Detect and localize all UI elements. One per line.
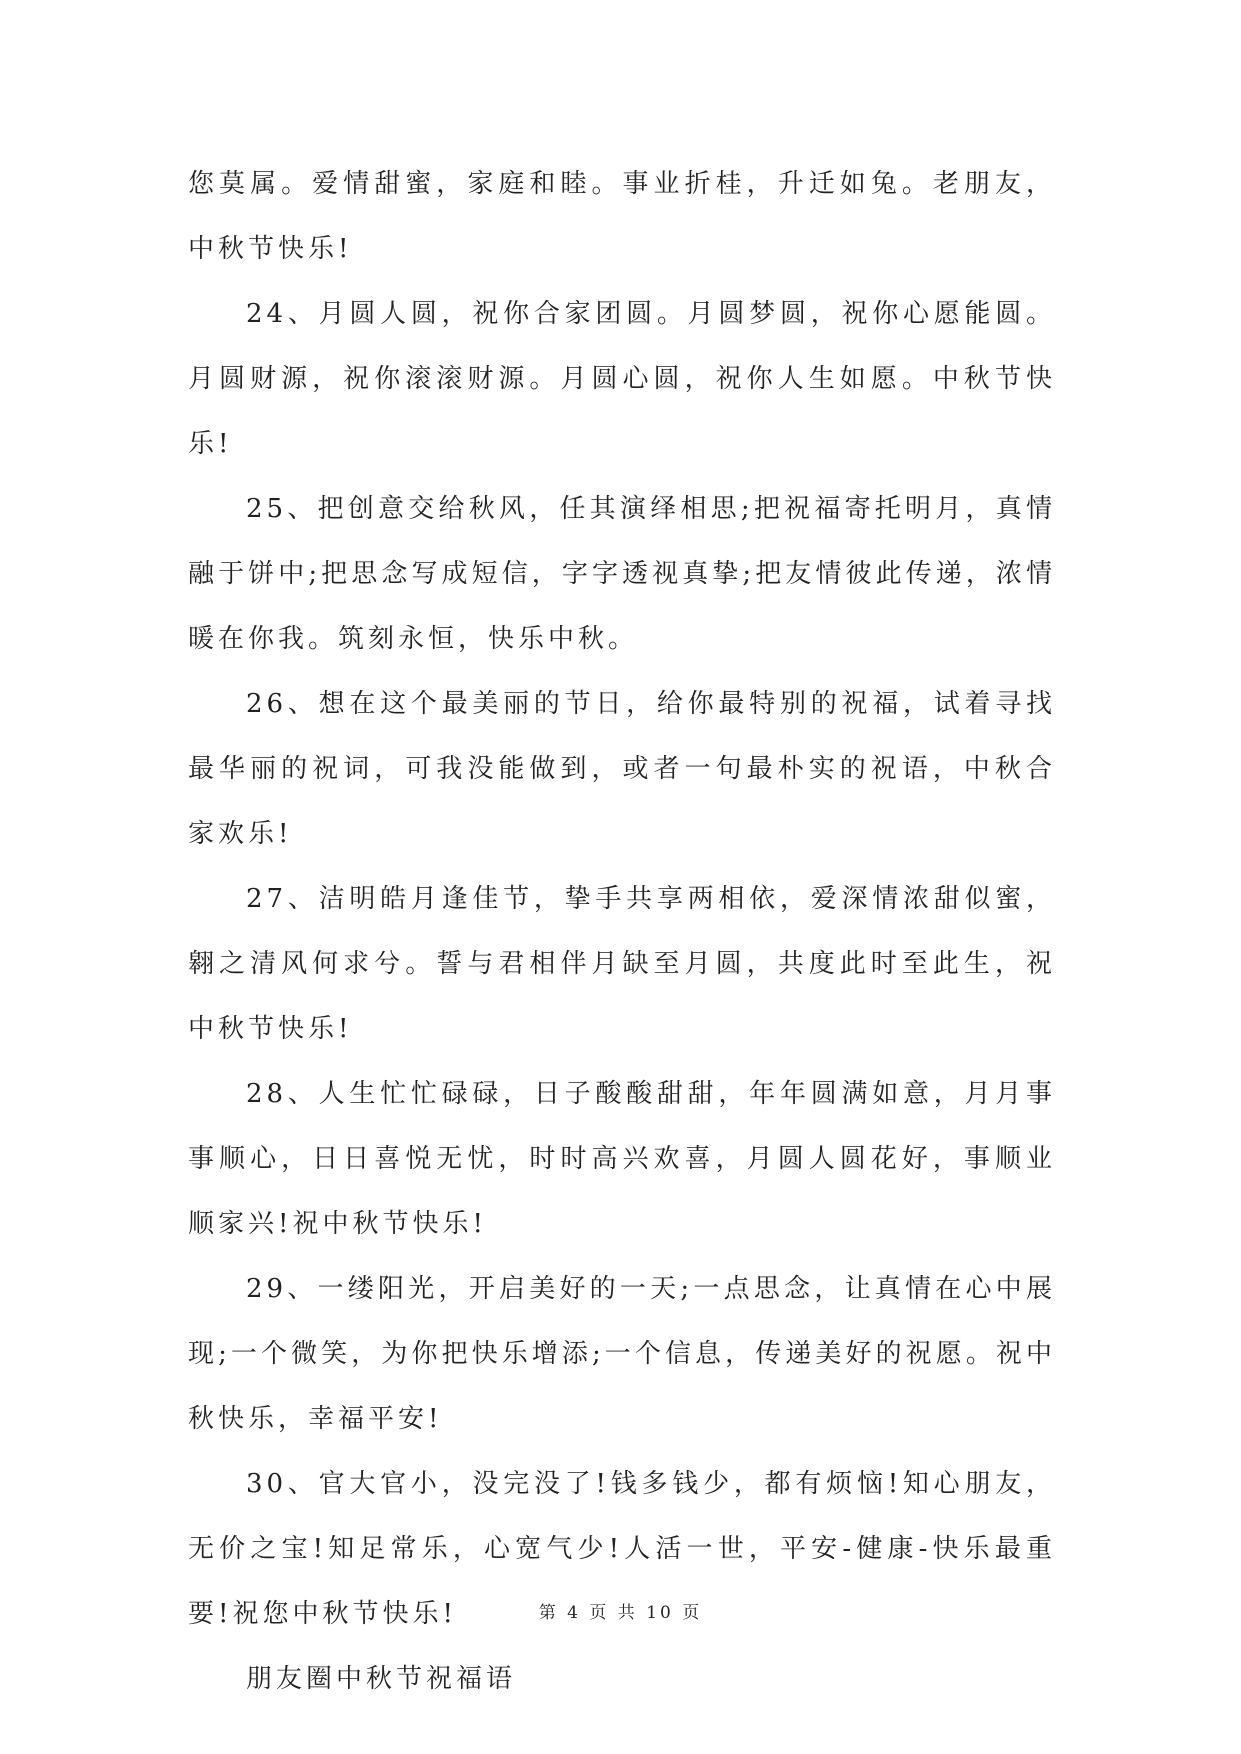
paragraph-item-28: 28、人生忙忙碌碌，日子酸酸甜甜，年年圆满如意，月月事事顺心，日日喜悦无忧，时时高兴欢喜，月圆人圆花好，事顺业顺家兴!祝中秋节快乐! <box>188 1079 1056 1239</box>
paragraph-item-29: 29、一缕阳光，开启美好的一天;一点思念，让真情在心中展现;一个微笑，为你把快乐增添;一个信息，传递美好的祝愿。祝中秋快乐，幸福平安! <box>188 1274 1056 1434</box>
paragraph-continuation: 您莫属。爱情甜蜜，家庭和睦。事业折桂，升迁如兔。老朋友，中秋节快乐! <box>188 169 1056 264</box>
section-heading: 朋友圈中秋节祝福语 <box>246 1664 517 1694</box>
document-body <box>188 152 1056 1712</box>
page-number-footer: 第 4 页 共 10 页 <box>538 1603 703 1623</box>
paragraph-item-24: 24、月圆人圆，祝你合家团圆。月圆梦圆，祝你心愿能圆。月圆财源，祝你滚滚财源。月圆心圆，祝你人生如愿。中秋节快乐! <box>188 299 1056 459</box>
paragraph-item-25: 25、把创意交给秋风，任其演绎相思;把祝福寄托明月，真情融于饼中;把思念写成短信，字字透视真挚;把友情彼此传递，浓情暖在你我。筑刻永恒，快乐中秋。 <box>188 494 1056 654</box>
paragraph-item-27: 27、洁明皓月逢佳节，挚手共享两相依，爱深情浓甜似蜜，翱之清风何求兮。誓与君相伴月缺至月圆，共度此时至此生，祝中秋节快乐! <box>188 884 1056 1044</box>
paragraph-item-30: 30、官大官小，没完没了!钱多钱少，都有烦恼!知心朋友，无价之宝!知足常乐，心宽气少!人活一世，平安-健康-快乐最重要!祝您中秋节快乐! <box>188 1469 1056 1629</box>
paragraph-item-26: 26、想在这个最美丽的节日，给你最特别的祝福，试着寻找最华丽的祝词，可我没能做到，或者一句最朴实的祝语，中秋合家欢乐! <box>188 689 1056 849</box>
